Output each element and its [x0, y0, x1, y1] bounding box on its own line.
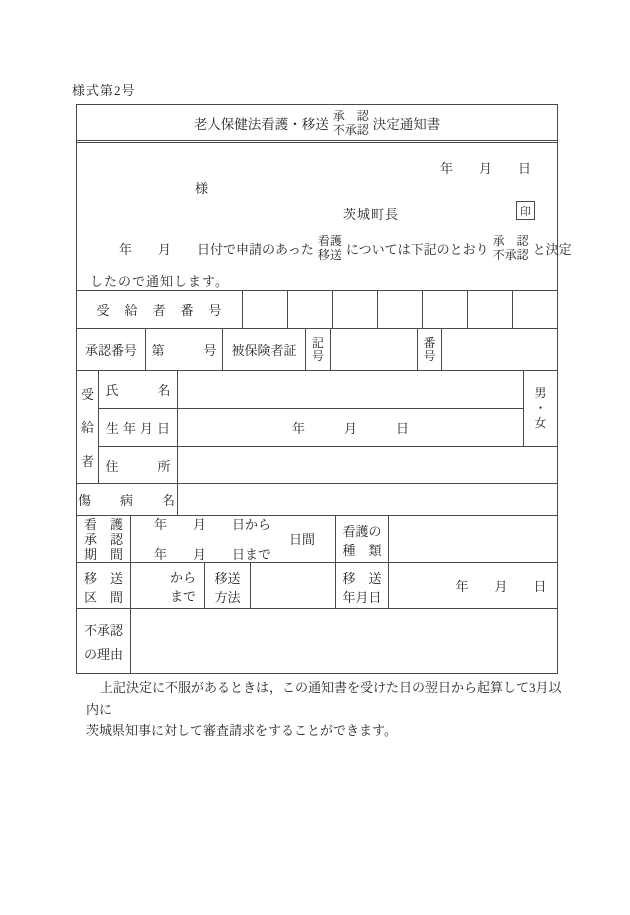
- issue-date-placeholder: 年 月 日: [439, 161, 531, 176]
- address-row: [99, 447, 557, 483]
- nursing-period-row: [77, 516, 557, 563]
- birthdate-field: 年 月 日: [291, 421, 409, 436]
- transport-method-field: [251, 563, 336, 608]
- rejection-reason-field: [131, 609, 557, 673]
- notification-body-line1: [119, 233, 572, 263]
- transport-date-label: 移 送 年月日: [336, 563, 389, 608]
- appeal-note: [86, 677, 562, 742]
- care-top: 看護: [317, 234, 342, 248]
- address-field: [178, 447, 557, 483]
- rejection-reason-row: [77, 609, 557, 673]
- approval-bottom: 不承認: [492, 248, 529, 262]
- approval-number-value-cell: 第 号: [146, 329, 223, 370]
- recipient-number-cell: [513, 291, 557, 328]
- approval-number-row: [77, 329, 557, 371]
- title-prefix: 老人保健法看護・移送: [193, 116, 329, 132]
- birthdate-row: [99, 409, 523, 446]
- disease-label: 傷 病 名: [77, 484, 178, 515]
- disease-field: [178, 484, 557, 515]
- recipient-number-cell: [288, 291, 333, 328]
- transport-to-placeholder: まで: [169, 589, 196, 604]
- title-suffix: 決定通知書: [372, 116, 441, 132]
- approval-stack: [493, 234, 529, 262]
- recipient-number-cell: [243, 291, 288, 328]
- title-row: [77, 105, 557, 143]
- nursing-period-label: 看 護 承 認 期 間: [77, 516, 131, 562]
- name-label: 氏 名: [99, 371, 178, 408]
- nursing-type-label: 看護の 種 類: [336, 516, 389, 562]
- care-bottom: 移送: [317, 248, 342, 262]
- gender-selector: 男 ・ 女: [523, 371, 557, 446]
- name-field: [178, 371, 523, 408]
- rejection-reason-label: 不承認 の理由: [77, 609, 131, 673]
- appeal-note-line2: 茨城県知事に対して審査請求をすることができます。: [86, 723, 397, 738]
- recipient-number-cell: [468, 291, 513, 328]
- recipient-detail-main: [99, 371, 557, 483]
- transport-date-field: 年 月 日: [455, 579, 547, 594]
- address-label: 住 所: [99, 447, 178, 483]
- nursing-period-field: [131, 516, 336, 562]
- title-approval-bottom: 不承認: [332, 122, 369, 137]
- insured-symbol-label: 記 号: [306, 329, 331, 370]
- recipient-number-row: [77, 291, 557, 329]
- nursing-type-field: [389, 516, 557, 562]
- care-transport-stack: [318, 234, 342, 262]
- insured-number-label: 番 号: [418, 329, 442, 370]
- seal-icon: 印: [520, 205, 531, 218]
- form-table: [76, 104, 572, 674]
- issuer-name: 茨城町長: [343, 207, 400, 222]
- insured-number-field: [442, 329, 557, 370]
- body-mid: については下記のとおり: [345, 241, 489, 257]
- recipient-detail-section: [77, 371, 557, 484]
- recipient-number-cell: [423, 291, 468, 328]
- transport-row: [77, 563, 557, 609]
- appeal-note-line1: 上記決定に不服があるときは，この通知書を受けた日の翌日から起算して3月以内に: [86, 680, 562, 717]
- nursing-to-placeholder: 年 月 日まで: [154, 547, 272, 562]
- insured-symbol-field: [331, 329, 418, 370]
- addressee-honorific: 様: [195, 181, 209, 196]
- body-post: と決定: [532, 241, 572, 257]
- nursing-from-placeholder: 年 月 日から: [154, 517, 272, 532]
- approval-number-label: 承認番号: [77, 329, 146, 370]
- title-approval-stack: [333, 109, 369, 137]
- disease-row: [77, 484, 557, 516]
- recipient-number-cell: [333, 291, 378, 328]
- title-approval-top: 承 認: [332, 108, 369, 123]
- form-number: 様式第2号: [72, 83, 136, 98]
- recipient-side-label: 受 給 者: [77, 371, 99, 483]
- nursing-days-placeholder: 日間: [288, 532, 315, 547]
- header-section: [77, 143, 572, 291]
- recipient-number-cell: [378, 291, 423, 328]
- transport-fromto-field: [131, 563, 205, 608]
- approval-top: 承 認: [492, 234, 529, 248]
- birthdate-label: 生年月日: [99, 409, 178, 446]
- recipient-number-label: 受 給 者 番 号: [77, 291, 243, 328]
- transport-section-label: 移 送 区 間: [77, 563, 131, 608]
- transport-from-placeholder: から: [169, 570, 196, 585]
- seal-box: [516, 201, 535, 220]
- name-row: [99, 371, 523, 409]
- body-pre: 年 月 日付で申請のあった: [119, 241, 314, 257]
- transport-method-label: 移送 方法: [205, 563, 251, 608]
- insured-card-label: 被保険者証: [223, 329, 306, 370]
- notification-body-line2: したので通知します。: [90, 274, 229, 289]
